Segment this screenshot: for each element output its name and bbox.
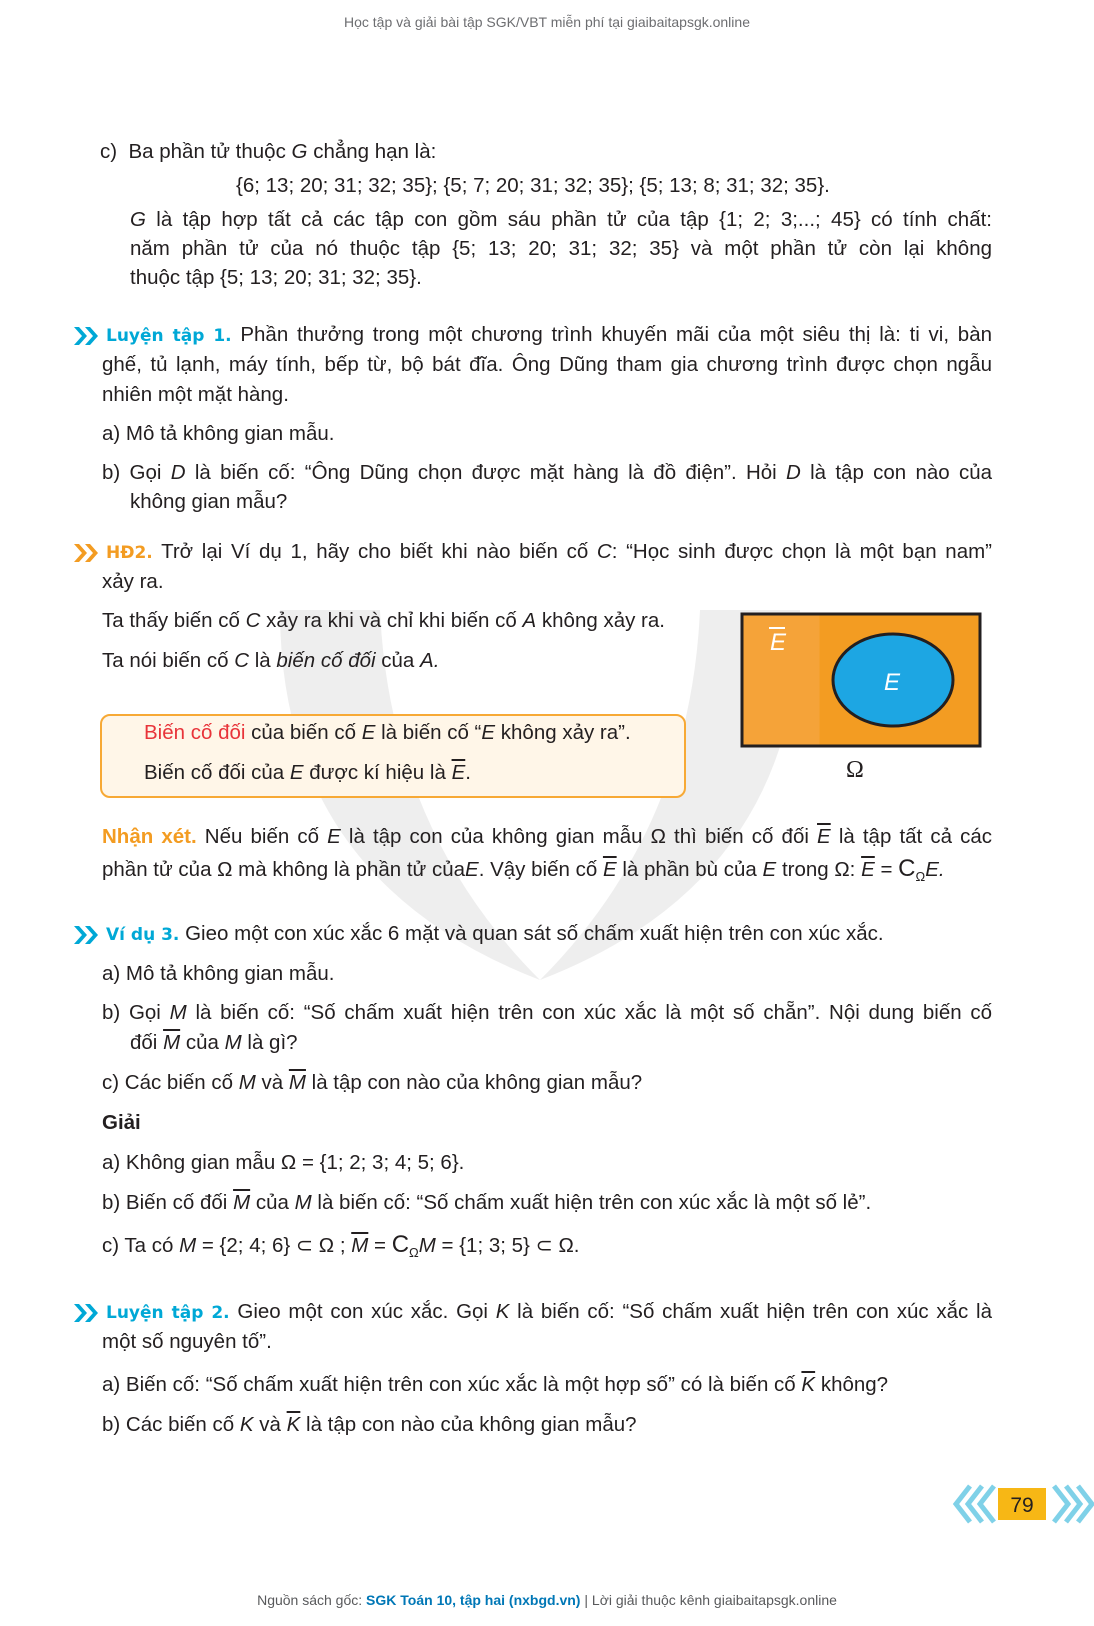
vd3-b-line1: b) Gọi M là biến cố: “Số chấm xuất hiện trên con xúc xắc là một số chẵn”. Nội dung biến cố — [102, 1001, 993, 1024]
lt2-b: b) Các biến cố K và $\overline{K}$ là tập con nào của không gian mẫu? — [102, 1413, 637, 1436]
lt1-line1: Luyện tập 1. Phần thưởng trong một chương trình khuyến mãi của một siêu thị là: ti vi, bàn — [72, 320, 992, 351]
hd2-say: Ta nói biến cố C là biến cố đối của A. — [102, 649, 440, 672]
chevron-right-icon — [72, 1302, 102, 1324]
vd3-a: a) Mô tả không gian mẫu. — [102, 962, 335, 985]
hd2-line1: HĐ2. Trở lại Ví dụ 1, hãy cho biết khi nào biến cố C: “Học sinh được chọn là một bạn nam” — [72, 537, 992, 568]
hd2-see: Ta thấy biến cố C xảy ra khi và chỉ khi biến cố A không xảy ra. — [102, 609, 665, 632]
chevron-right-icon — [72, 325, 102, 347]
solution-c: c) Ta có M = {2; 4; 6} ⊂ Ω ; $\overline{M} = C_\Omega M = \{1$; 3; 5} ⊂ Ω. — [102, 1231, 580, 1261]
lt1-b-line2: không gian mẫu? — [130, 490, 288, 513]
page-number-badge — [950, 1484, 1094, 1524]
lt1-b-line1: b) Gọi D là biến cố: “Ông Dũng chọn được mặt hàng là đồ điện”. Hỏi D là tập con nào của — [102, 461, 993, 484]
page-header: Học tập và giải bài tập SGK/VBT miễn phí tại giaibaitapsgk.online — [344, 14, 750, 30]
solution-heading: Giải — [102, 1111, 141, 1134]
lt2-line1: Luyện tập 2. Gieo một con xúc xắc. Gọi K là biến cố: “Số chấm xuất hiện trên con xúc xắc là — [72, 1297, 992, 1328]
complement-label: E — [770, 629, 787, 656]
chevron-right-icon — [72, 924, 102, 946]
lt2-line2: một số nguyên tố”. — [102, 1330, 272, 1353]
chevron-right-icon — [72, 542, 102, 564]
lt1-a: a) Mô tả không gian mẫu. — [102, 422, 335, 445]
remark-line1: Nhận xét. Nếu biến cố E là tập con của không gian mẫu Ω thì biến cố đối $\overline{E}$ là tập tất cả các — [102, 825, 992, 848]
vd3-line1: Ví dụ 3. Gieo một con xúc xắc 6 mặt và quan sát số chấm xuất hiện trên con xúc xắc. — [72, 919, 884, 950]
venn-diagram — [740, 612, 986, 784]
part-c-line1: G là tập hợp tất cả các tập con gồm sáu phần tử của tập {1; 2; 3;...; 45} có tính chất: — [130, 208, 992, 231]
solution-b: b) Biến cố đối $\overline{M}$ của M là biến cố: “Số chấm xuất hiện trên con xúc xắc là một số lẻ”. — [102, 1191, 872, 1214]
page-number: 79 — [1010, 1494, 1034, 1517]
hd2-line2: xảy ra. — [102, 570, 164, 593]
definition-line1: Biến cố đối của biến cố E là biến cố “E không xảy ra”. — [144, 721, 631, 744]
solution-a: a) Không gian mẫu Ω = {1; 2; 3; 4; 5; 6}. — [102, 1151, 465, 1174]
page-footer: Nguồn sách gốc: SGK Toán 10, tập hai (nxbgd.vn) | Lời giải thuộc kênh giaibaitapsgk.online — [257, 1592, 837, 1608]
lt1-line3: nhiên một mặt hàng. — [102, 383, 289, 406]
omega-label: Ω — [846, 757, 864, 783]
footer-book-link[interactable]: SGK Toán 10, tập hai (nxbgd.vn) — [366, 1592, 581, 1608]
part-c-line3: thuộc tập {5; 13; 20; 31; 32; 35}. — [130, 266, 422, 289]
event-label: E — [884, 669, 901, 696]
lt1-line2: ghế, tủ lạnh, máy tính, bếp từ, bộ bát đĩa. Ông Dũng tham gia chương trình được chọn ngẫu — [102, 353, 992, 376]
part-c-line2: năm phần tử của nó thuộc tập {5; 13; 20; 31; 32; 35} và một phần tử còn lại không — [130, 237, 992, 260]
vd3-c: c) Các biến cố M và $\overline{M}$ là tập con nào của không gian mẫu? — [102, 1071, 643, 1094]
part-c-examples: {6; 13; 20; 31; 32; 35}; {5; 7; 20; 31; 32; 35}; {5; 13; 8; 31; 32; 35}. — [236, 174, 830, 197]
lt2-a: a) Biến cố: “Số chấm xuất hiện trên con xúc xắc là một hợp số” có là biến cố $\overline{K}$ không? — [102, 1373, 889, 1396]
vd3-b-line2: đối $\overline{M}$ của M là gì? — [130, 1031, 298, 1054]
remark-line2: phần tử của Ω mà không là phần tử củaE. Vậy biến cố $\overline{E}$ là phần bù của E trong Ω: $\overline{E} = C_\Omega E$. — [102, 855, 945, 885]
part-c-intro: c) Ba phần tử thuộc G chẳng hạn là: — [100, 140, 437, 163]
definition-line2: Biến cố đối của E được kí hiệu là $\overline{E}$. — [144, 761, 471, 784]
